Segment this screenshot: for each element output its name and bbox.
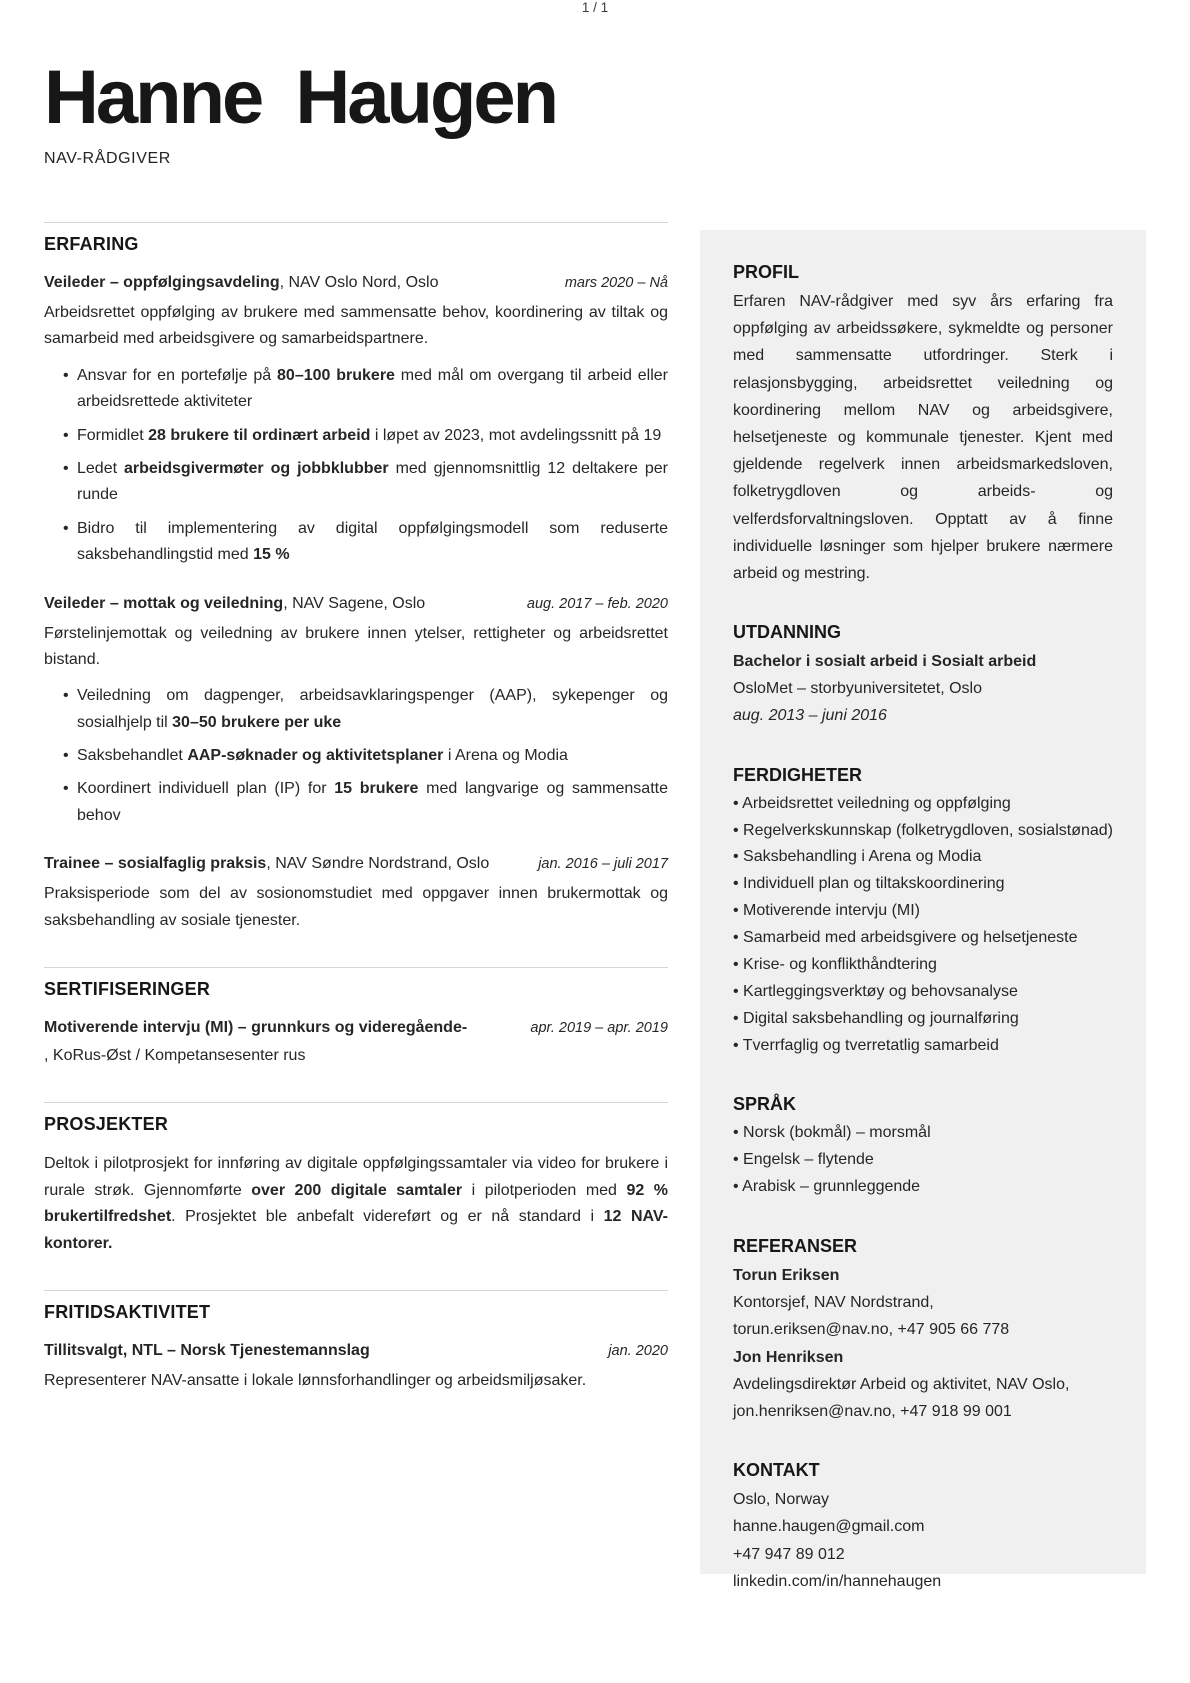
education-date: aug. 2013 – juni 2016 [733, 707, 887, 725]
education-degree: Bachelor i sosialt arbeid i Sosialt arbeid [733, 653, 1037, 671]
job-summary: Praksisperiode som del av sosionomstudiet med oppgaver innen brukermottak og saksbehandling av sosiale tjenester. [44, 885, 668, 929]
project-description: Deltok i pilotprosjekt for innføring av digitale oppfølgingssamtaler via video for brukere i rurale strøk. Gjennomførte over 200 digitale samtaler i pilotperioden med 92 % brukertilfredshet. Prosjektet ble anbefalt videreført og er nå standard i 12 NAV-kontorer. [44, 1155, 669, 1252]
experience-heading: ERFARING [44, 234, 139, 254]
leisure-heading: FRITIDSAKTIVITET [44, 1301, 211, 1322]
reference-detail: Avdelingsdirektør Arbeid og aktivitet, NAV Oslo, [733, 1375, 1070, 1393]
job-date: jan. 2016 – juli 2017 [538, 856, 668, 873]
leisure-title: Tillitsvalgt, NTL – Norsk Tjenestemannslag [44, 1341, 370, 1359]
job-summary: Arbeidsrettet oppfølging av brukere med sammensatte behov, koordinering av tiltak og samarbeid med arbeidsgivere og samarbeidspartnere. [44, 304, 668, 348]
skill-item: • Kartleggingsverktøy og behovsanalyse [733, 979, 1113, 1006]
job-date: mars 2020 – Nå [564, 275, 668, 291]
sidebar-section-profile [733, 262, 1113, 587]
job-title: Veileder – oppfølgingsavdeling, NAV Oslo Nord, Oslo [44, 274, 439, 291]
job-bullet: • Bidro til implementering av digital oppfølgingsmodell som reduserte saksbehandlingstid med 15 % [44, 516, 668, 569]
skill-item: • Individuell plan og tiltakskoordinering [733, 871, 1113, 898]
reference-detail: Kontorsjef, NAV Nordstrand, [733, 1294, 934, 1312]
leisure-header [44, 1339, 668, 1363]
sidebar-section-contact [733, 1460, 1113, 1595]
experience-item [44, 852, 668, 934]
education-school: OsloMet – storbyuniversitetet, Oslo [733, 680, 982, 698]
job-bullet: • Formidlet 28 brukere til ordinært arbeid i løpet av 2023, mot avdelingssnitt på 19 [44, 423, 668, 449]
main-column [44, 222, 668, 1427]
candidate-name: Hanne Haugen [44, 55, 557, 140]
leisure-date: jan. 2020 [608, 1342, 668, 1359]
skill-item: • Digital saksbehandling og journalføring [733, 1006, 1113, 1033]
skill-item: • Motiverende intervju (MI) [733, 898, 1113, 925]
contact-heading: KONTAKT [733, 1460, 820, 1481]
section-leisure [44, 1290, 668, 1394]
sidebar-panel [700, 230, 1146, 1590]
certification-issuer: , KoRus-Øst / Kompetansesenter rus [44, 1047, 306, 1065]
job-bullet-list [44, 363, 668, 569]
job-bullet: • Ledet arbeidsgivermøter og jobbklubber med gjennomsnittlig 12 deltakere per runde [44, 456, 668, 509]
language-item: • Norsk (bokmål) – morsmål [733, 1120, 1113, 1147]
job-summary: Førstelinjemottak og veiledning av brukere innen ytelser, rettigheter og arbeidsrettet bistand. [44, 624, 668, 668]
language-item: • Engelsk – flytende [733, 1147, 1113, 1174]
skill-item: • Krise- og konflikthåndtering [733, 952, 1113, 979]
job-bullet: • Saksbehandlet AAP-søknader og aktivitetsplaner i Arena og Modia [44, 743, 668, 769]
reference-detail: torun.eriksen@nav.no, +47 905 66 778 [733, 1321, 1010, 1339]
contact-linkedin: linkedin.com/in/hannehaugen [733, 1572, 942, 1590]
profile-heading: PROFIL [733, 262, 799, 282]
reference-name: Jon Henriksen [733, 1348, 844, 1366]
languages-heading: SPRÅK [733, 1094, 797, 1115]
page-number: 1 / 1 [581, 0, 609, 15]
sidebar-section-languages [733, 1094, 1113, 1201]
contact-email: hanne.haugen@gmail.com [733, 1518, 925, 1536]
contact-location: Oslo, Norway [733, 1491, 830, 1509]
job-bullet-list [44, 683, 668, 829]
reference-name: Torun Eriksen [733, 1267, 840, 1284]
skill-item: • Regelverkskunnskap (folketrygdloven, sosialstønad) [733, 818, 1113, 845]
education-heading: UTDANNING [733, 622, 841, 643]
header [44, 55, 557, 168]
job-title: Veileder – mottak og veiledning, NAV Sagene, Oslo [44, 594, 426, 612]
certification-date: apr. 2019 – apr. 2019 [530, 1020, 668, 1037]
job-date: aug. 2017 – feb. 2020 [526, 595, 668, 612]
reference-detail: jon.henriksen@nav.no, +47 918 99 001 [733, 1402, 1012, 1420]
candidate-job-title: NAV-RÅDGIVER [44, 150, 171, 167]
section-experience [44, 222, 668, 934]
certifications-heading: SERTIFISERINGER [44, 979, 211, 1000]
leisure-summary: Representerer NAV-ansatte i lokale lønnsforhandlinger og arbeidsmiljøsaker. [44, 1371, 587, 1389]
skills-heading: FERDIGHETER [733, 764, 863, 785]
job-bullet: • Koordinert individuell plan (IP) for 15 brukere med langvarige og sammensatte behov [44, 776, 668, 829]
job-title: Trainee – sosialfaglig praksis, NAV Søndre Nordstrand, Oslo [44, 855, 490, 873]
projects-heading: PROSJEKTER [44, 1114, 169, 1135]
section-certifications [44, 967, 668, 1069]
language-item: • Arabisk – grunnleggende [733, 1174, 1113, 1201]
references-heading: REFERANSER [733, 1236, 858, 1256]
job-header [44, 852, 668, 876]
contact-phone: +47 947 89 012 [733, 1545, 845, 1563]
sidebar-section-skills [733, 765, 1113, 1060]
experience-item [44, 271, 668, 569]
skill-item: • Saksbehandling i Arena og Modia [733, 844, 1113, 871]
skill-item: • Samarbeid med arbeidsgivere og helsetjeneste [733, 925, 1113, 952]
job-header [44, 271, 668, 295]
job-header [44, 592, 668, 616]
experience-item [44, 592, 668, 830]
skill-item: • Tverrfaglig og tverretatlig samarbeid [733, 1033, 1113, 1060]
sidebar-section-education [733, 622, 1113, 730]
certification-header [44, 1016, 668, 1040]
certification-title: Motiverende intervju (MI) – grunnkurs og videregående- [44, 1019, 468, 1037]
job-bullet: • Veiledning om dagpenger, arbeidsavklaringspenger (AAP), sykepenger og sosialhjelp til 30–50 brukere per uke [44, 683, 668, 736]
section-projects [44, 1102, 668, 1257]
sidebar-section-references [733, 1236, 1113, 1425]
profile-text: Erfaren NAV-rådgiver med syv års erfaring fra oppfølging av arbeidssøkere, sykmeldte og personer med sammensatte utfordringer. Sterk i relasjonsbygging, arbeidsrettet veiledning og koordinering mellom NAV og arbeidsgivere, helsetjeneste og kommunale tjenester. Kjent med gjeldende regelverk innen arbeidsmarkedsloven, folketrygdloven og arbeids- og velferdsforvaltningsloven. Opptatt av å finne individuelle løsninger som hjelper brukere nærmere arbeid og mestring. [733, 293, 1113, 582]
skill-item: • Arbeidsrettet veiledning og oppfølging [733, 791, 1113, 818]
job-bullet: • Ansvar for en portefølje på 80–100 brukere med mål om overgang til arbeid eller arbeidsrettede aktiviteter [44, 363, 668, 416]
